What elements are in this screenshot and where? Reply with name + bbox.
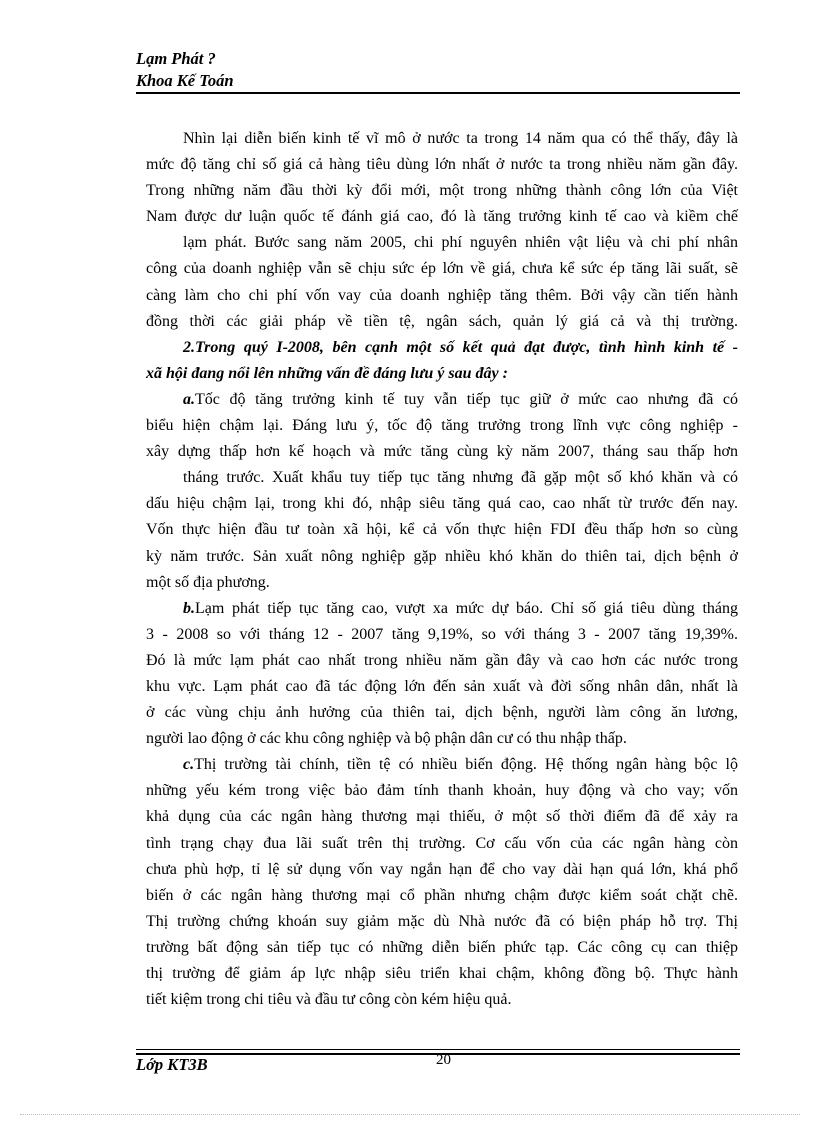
page-number: 20 <box>436 1052 451 1068</box>
text-line: khu vực. Lạm phát cao đã tác động lớn đến sản xuất và đời sống nhân dân, nhất là <box>146 677 738 695</box>
text-line: càng làm cho chi phí vốn vay của doanh nghiệp tăng thêm. Bởi vậy cần tiến hành <box>146 286 738 304</box>
text-line: Vốn thực hiện đầu tư toàn xã hội, kể cả vốn thực hiện FDI đều thấp hơn so cùng <box>146 521 738 539</box>
text-line: biểu hiện chậm lại. Đáng lưu ý, tốc độ tăng trưởng trong lĩnh vực công nghiệp - <box>146 417 738 435</box>
header-department: Khoa Kế Toán <box>136 71 234 90</box>
text-line: Thị trường chứng khoán suy giảm mặc dù Nhà nước đã có biện pháp hỗ trợ. Thị <box>146 912 738 930</box>
text-line: lạm phát. Bước sang năm 2005, chi phí nguyên nhiên vật liệu và chi phí nhân <box>183 234 738 252</box>
text-line: Nhìn lại diễn biến kinh tế vĩ mô ở nước ta trong 14 năm qua có thể thấy, đây là <box>183 130 738 147</box>
text-line: mức độ tăng chỉ số giá cả hàng tiêu dùng lớn nhất ở nước ta trong nhiều năm gần đây. <box>146 156 738 174</box>
text-line: trường bất động sản tiếp tục có những diễn biến phức tạp. Các công cụ can thiệp <box>146 938 738 956</box>
page-bottom-dotted-line <box>20 1114 800 1115</box>
section-heading: 2.Trong quý I-2008, bên cạnh một số kết quả đạt được, tình hình kinh tế - <box>183 338 738 356</box>
body-text <box>146 126 738 1013</box>
item-marker-c: c. <box>183 756 195 774</box>
paragraph-a-first-line <box>146 387 738 413</box>
text-line: những yếu kém trong việc bảo đảm tính thanh khoản, huy động và cho vay; vốn <box>146 782 738 800</box>
footer-class-label: Lớp KT3B <box>136 1055 208 1074</box>
text-line: tình trạng chạy đua lãi suất trên thị trường. Cơ cấu vốn của các ngân hàng còn <box>146 834 738 852</box>
text-line: thị trường để giảm áp lực nhập siêu triển khai chậm, không đồng bộ. Thực hành <box>146 965 738 982</box>
text-line: 3 - 2008 so với tháng 12 - 2007 tăng 9,19%, so với tháng 3 - 2007 tăng 19,39%. <box>146 625 738 643</box>
text-line: người lao động ở các khu công nghiệp và bộ phận dân cư có thu nhập thấp. <box>146 730 627 748</box>
header-rule <box>136 92 740 94</box>
text-line: tháng trước. Xuất khẩu tuy tiếp tục tăng nhưng đã gặp một số khó khăn và có <box>183 469 738 487</box>
text-line: khả dụng của các ngân hàng thương mại thiếu, ở một số thời điểm đã để xảy ra <box>146 808 738 826</box>
text-line: Tốc độ tăng trưởng kinh tế tuy vẫn tiếp tục giữ ở mức cao nhưng đã có <box>195 390 738 408</box>
text-line: một số địa phương. <box>146 573 270 591</box>
item-marker-a: a. <box>183 390 195 408</box>
text-line: Đó là mức lạm phát cao nhất trong nhiều năm gần đây và cao hơn các nước trong <box>146 651 738 669</box>
text-line: tiết kiệm trong chi tiêu và đầu tư công còn kém hiệu quả. <box>146 991 512 1009</box>
item-marker-b: b. <box>183 599 195 617</box>
text-line: kỳ năm trước. Sản xuất nông nghiệp gặp nhiều khó khăn do thiên tai, dịch bệnh ở <box>146 547 738 565</box>
paragraph-b-first-line <box>146 596 738 622</box>
text-line: đồng thời các giải pháp về tiền tệ, ngân sách, quản lý giá cả và thị trường. <box>146 312 738 330</box>
text-line: ở các vùng chịu ảnh hưởng của thiên tai, dịch bệnh, người làm công ăn lương, <box>146 704 738 722</box>
text-line: Thị trường tài chính, tiền tệ có nhiều biến động. Hệ thống ngân hàng bộc lộ <box>194 756 738 774</box>
text-line: Nam được dư luận quốc tế đánh giá cao, đó là tăng trưởng kinh tế cao và kiềm chế <box>146 208 738 226</box>
footer-rule <box>136 1049 740 1050</box>
text-line: xây dựng thấp hơn kế hoạch và mức tăng cùng kỳ năm 2007, tháng sau thấp hơn <box>146 443 738 461</box>
text-line: công của doanh nghiệp vẫn sẽ chịu sức ép lớn về giá, chưa kể sức ép tăng lãi suất, sẽ <box>146 260 738 278</box>
text-line: Trong những năm đầu thời kỳ đổi mới, một trong những thành công lớn của Việt <box>146 182 738 200</box>
text-line: Lạm phát tiếp tục tăng cao, vượt xa mức dự báo. Chỉ số giá tiêu dùng tháng <box>195 599 738 617</box>
text-line: biến ở các ngân hàng thương mại cổ phần nhưng chậm được kiểm soát chặt chẽ. <box>146 886 738 904</box>
text-line: dấu hiệu chậm lại, trong khi đó, nhập siêu tăng quá cao, cao nhất từ trước đến nay. <box>146 495 738 513</box>
header-title: Lạm Phát ? <box>136 49 216 68</box>
section-heading: xã hội đang nổi lên những vấn đề đáng lưu ý sau đây : <box>146 364 508 382</box>
text-line: chưa phù hợp, tỉ lệ sử dụng vốn vay ngắn hạn để cho vay dài hạn quá lớn, khá phổ <box>146 860 738 878</box>
page-header <box>136 48 740 92</box>
paragraph-c-first-line <box>146 752 738 778</box>
